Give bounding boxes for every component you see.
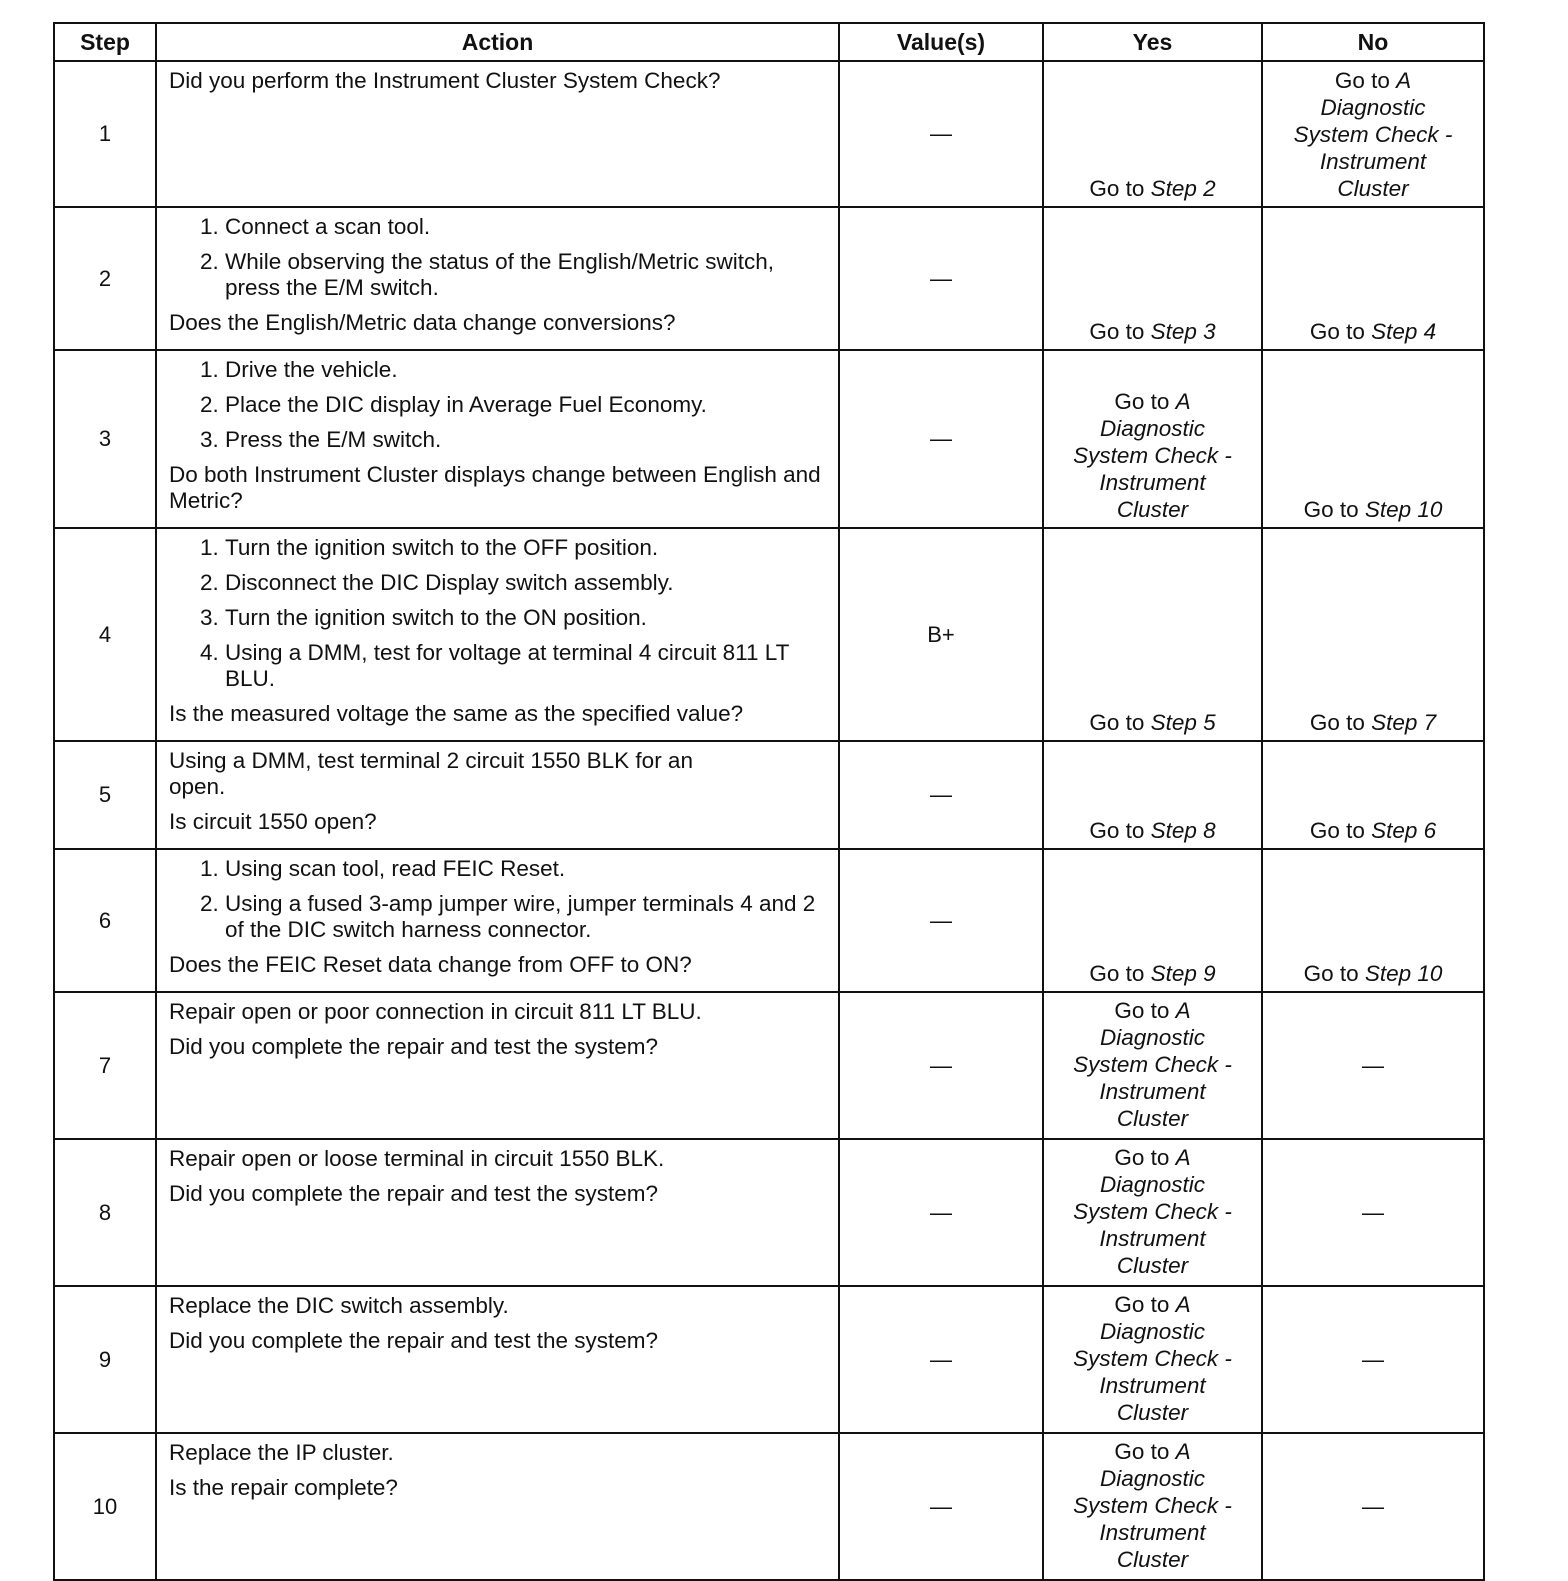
action-text: Replace the IP cluster. (169, 1440, 394, 1465)
go-to-text: Go to (1089, 319, 1145, 344)
no-cell: — (1262, 992, 1484, 1139)
action-step: 3. Turn the ignition switch to the ON position. (225, 605, 828, 631)
action-question: Does the English/Metric data change conversions? (169, 310, 676, 335)
value-cell: — (839, 741, 1043, 849)
go-to-text: Go to (1303, 961, 1359, 986)
step-number: 3 (54, 350, 156, 528)
step-number: 7 (54, 992, 156, 1139)
step-number: 10 (54, 1433, 156, 1580)
step-number: 8 (54, 1139, 156, 1286)
action-step: 1. Turn the ignition switch to the OFF position. (225, 535, 828, 561)
yes-cell (1043, 849, 1262, 992)
action-step: 1. Connect a scan tool. (225, 214, 828, 240)
step-number: 1 (54, 61, 156, 207)
action-step: 1. Drive the vehicle. (225, 357, 828, 383)
action-steps (169, 535, 828, 692)
table-row (54, 350, 1484, 528)
action-step: 3. Press the E/M switch. (225, 427, 828, 453)
go-to-text: Go to (1114, 1439, 1170, 1464)
action-step: 2. Disconnect the DIC Display switch assembly. (225, 570, 828, 596)
go-to-text: Go to (1089, 710, 1145, 735)
no-cell (1262, 528, 1484, 741)
no-cell: — (1262, 1433, 1484, 1580)
go-to-text: Go to (1114, 1145, 1170, 1170)
action-steps (169, 357, 828, 453)
action-step: 4. Using a DMM, test for voltage at terminal 4 circuit 811 LT BLU. (225, 640, 828, 692)
step-link[interactable]: Step 5 (1150, 710, 1216, 735)
diag-link[interactable]: Go to A Diagnostic System Check - Instrument Cluster (1073, 1145, 1232, 1278)
action-step: 2. While observing the status of the English/Metric switch, press the E/M switch. (225, 249, 828, 301)
step-link[interactable]: Step 8 (1150, 818, 1216, 843)
yes-cell (1043, 1433, 1262, 1580)
step-number: 9 (54, 1286, 156, 1433)
go-to-text: Go to (1114, 998, 1170, 1023)
table-row (54, 1433, 1484, 1580)
go-to-text: Go to (1089, 176, 1145, 201)
action-steps (169, 856, 828, 943)
action-cell (156, 61, 839, 207)
header-no: No (1262, 23, 1484, 61)
value-cell: — (839, 350, 1043, 528)
action-question: Is the repair complete? (169, 1475, 398, 1500)
table-row (54, 1286, 1484, 1433)
header-yes: Yes (1043, 23, 1262, 61)
step-link[interactable]: Step 10 (1364, 497, 1443, 522)
action-question: Did you complete the repair and test the system? (169, 1034, 659, 1059)
action-cell (156, 849, 839, 992)
no-cell: — (1262, 1139, 1484, 1286)
value-cell: B+ (839, 528, 1043, 741)
step-link[interactable]: Step 7 (1371, 710, 1437, 735)
header-row (54, 23, 1484, 61)
action-question: Does the FEIC Reset data change from OFF to ON? (169, 952, 692, 977)
step-link[interactable]: Step 9 (1150, 961, 1216, 986)
action-cell (156, 1286, 839, 1433)
header-values: Value(s) (839, 23, 1043, 61)
no-cell (1262, 741, 1484, 849)
action-text: Using a DMM, test terminal 2 circuit 1550 BLK for an open. (169, 748, 693, 799)
action-step: 1. Using scan tool, read FEIC Reset. (225, 856, 828, 882)
diag-link[interactable]: Go to A Diagnostic System Check - Instrument Cluster (1073, 998, 1232, 1131)
yes-cell (1043, 61, 1262, 207)
action-text: Repair open or loose terminal in circuit 1550 BLK. (169, 1146, 665, 1171)
action-cell (156, 1433, 839, 1580)
step-link[interactable]: Step 6 (1371, 818, 1437, 843)
value-cell: — (839, 61, 1043, 207)
value-cell: — (839, 1433, 1043, 1580)
go-to-text: Go to (1309, 818, 1365, 843)
go-to-text: Go to (1114, 1292, 1170, 1317)
table-row (54, 207, 1484, 350)
value-cell: — (839, 992, 1043, 1139)
action-cell (156, 207, 839, 350)
action-cell (156, 1139, 839, 1286)
table-row (54, 741, 1484, 849)
action-step: 2. Place the DIC display in Average Fuel Economy. (225, 392, 828, 418)
table-row (54, 849, 1484, 992)
table-row (54, 992, 1484, 1139)
no-cell (1262, 61, 1484, 207)
value-cell: — (839, 1139, 1043, 1286)
step-number: 6 (54, 849, 156, 992)
step-link[interactable]: Step 3 (1150, 319, 1216, 344)
go-to-text: Go to (1303, 497, 1359, 522)
yes-cell (1043, 350, 1262, 528)
action-cell (156, 741, 839, 849)
action-text: Did you perform the Instrument Cluster System Check? (169, 68, 721, 93)
table-row (54, 1139, 1484, 1286)
step-number: 2 (54, 207, 156, 350)
go-to-text: Go to (1309, 710, 1365, 735)
no-cell: — (1262, 1286, 1484, 1433)
action-question: Did you complete the repair and test the system? (169, 1328, 659, 1353)
action-question: Did you complete the repair and test the system? (169, 1181, 659, 1206)
action-steps (169, 214, 828, 301)
action-text: Replace the DIC switch assembly. (169, 1293, 509, 1318)
action-question: Is the measured voltage the same as the specified value? (169, 701, 744, 726)
yes-cell (1043, 207, 1262, 350)
action-question: Is circuit 1550 open? (169, 809, 377, 834)
go-to-text: Go to (1309, 319, 1365, 344)
value-cell: — (839, 207, 1043, 350)
step-link[interactable]: Step 2 (1150, 176, 1216, 201)
step-number: 5 (54, 741, 156, 849)
header-action: Action (156, 23, 839, 61)
value-cell: — (839, 849, 1043, 992)
action-text: Repair open or poor connection in circuit 811 LT BLU. (169, 999, 702, 1024)
value-cell: — (839, 1286, 1043, 1433)
yes-cell (1043, 1286, 1262, 1433)
go-to-text: Go to (1334, 68, 1390, 93)
no-cell (1262, 207, 1484, 350)
step-number: 4 (54, 528, 156, 741)
header-step: Step (54, 23, 156, 61)
diag-link[interactable]: Go to A Diagnostic System Check - Instrument Cluster (1073, 1292, 1232, 1425)
yes-cell (1043, 992, 1262, 1139)
yes-cell (1043, 1139, 1262, 1286)
step-link[interactable]: Step 10 (1364, 961, 1443, 986)
no-cell (1262, 849, 1484, 992)
action-step: 2. Using a fused 3-amp jumper wire, jumper terminals 4 and 2 of the DIC switch harness connector. (225, 891, 828, 943)
diagnostic-table (53, 22, 1485, 1581)
yes-cell (1043, 741, 1262, 849)
table-row (54, 61, 1484, 207)
diag-link[interactable]: Go to A Diagnostic System Check - Instrument Cluster (1073, 389, 1232, 522)
no-cell (1262, 350, 1484, 528)
go-to-text: Go to (1089, 818, 1145, 843)
yes-cell (1043, 528, 1262, 741)
diag-link[interactable]: Go to A Diagnostic System Check - Instrument Cluster (1293, 68, 1453, 201)
action-cell (156, 528, 839, 741)
action-cell (156, 350, 839, 528)
action-cell (156, 992, 839, 1139)
diag-link[interactable]: Go to A Diagnostic System Check - Instrument Cluster (1073, 1439, 1232, 1572)
step-link[interactable]: Step 4 (1371, 319, 1437, 344)
table-row (54, 528, 1484, 741)
action-question: Do both Instrument Cluster displays change between English and Metric? (169, 462, 821, 513)
go-to-text: Go to (1089, 961, 1145, 986)
go-to-text: Go to (1114, 389, 1170, 414)
